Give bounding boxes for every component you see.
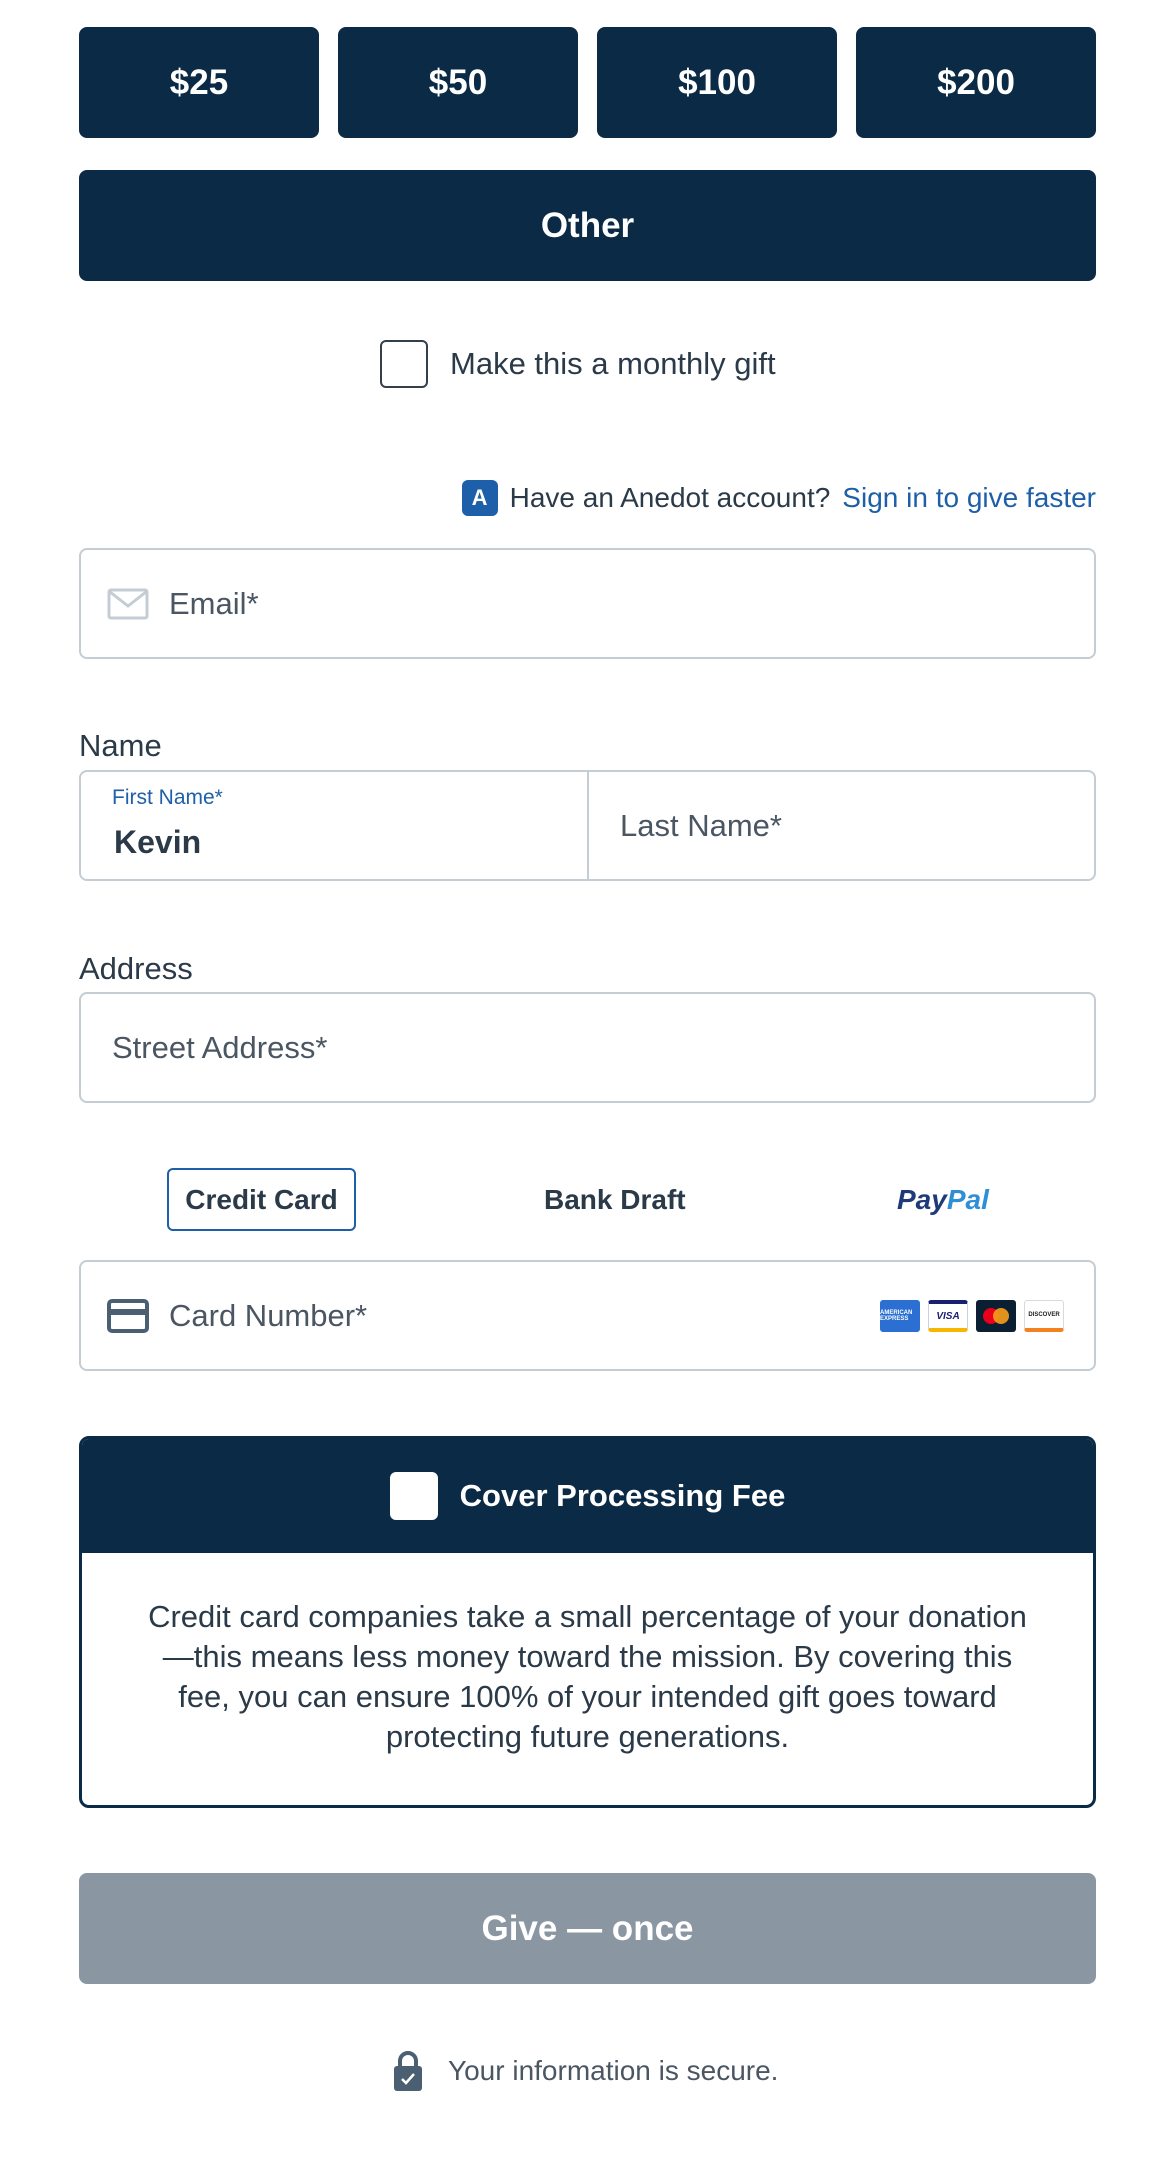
credit-card-icon — [107, 1299, 149, 1333]
signin-link[interactable]: Sign in to give faster — [842, 482, 1096, 513]
street-address-placeholder: Street Address* — [112, 1029, 328, 1065]
cover-fee-header — [82, 1439, 1093, 1553]
name-section-label: Name — [79, 728, 162, 763]
street-address-field[interactable] — [79, 992, 1096, 1103]
card-number-placeholder: Card Number* — [169, 1297, 368, 1333]
monthly-gift-label[interactable]: Make this a monthly gift — [450, 346, 776, 381]
paypal-logo-part1: Pay — [897, 1183, 947, 1215]
cover-fee-checkbox[interactable] — [390, 1472, 438, 1520]
amex-logo-icon: AMERICAN EXPRESS — [880, 1300, 920, 1332]
tab-bank-draft[interactable]: Bank Draft — [544, 1183, 686, 1215]
give-button[interactable]: Give — once — [79, 1873, 1096, 1984]
lock-icon — [392, 2049, 424, 2093]
cover-fee-panel — [79, 1436, 1096, 1808]
name-fields — [79, 770, 1096, 881]
paypal-logo-part2: Pal — [946, 1183, 989, 1215]
anedot-logo-icon: A — [462, 480, 498, 516]
payment-method-tabs — [79, 1168, 1096, 1232]
amount-options — [79, 27, 1096, 138]
last-name-placeholder: Last Name* — [620, 807, 782, 843]
visa-logo-icon: VISA — [928, 1300, 968, 1332]
tab-credit-card[interactable]: Credit Card — [167, 1168, 356, 1231]
first-name-label: First Name* — [112, 786, 223, 809]
secure-text: Your information is secure. — [448, 2055, 779, 2086]
monthly-gift-row — [380, 339, 776, 389]
tab-paypal[interactable] — [897, 1168, 989, 1231]
secure-notice — [392, 2048, 778, 2094]
card-number-field[interactable] — [79, 1260, 1096, 1371]
other-amount-button[interactable]: Other — [79, 170, 1096, 281]
signin-prompt-text: Have an Anedot account? — [509, 482, 831, 513]
mail-icon — [107, 588, 149, 620]
monthly-gift-checkbox[interactable] — [380, 340, 428, 388]
amount-button-25[interactable]: $25 — [79, 27, 319, 138]
email-placeholder: Email* — [169, 585, 259, 621]
amount-button-100[interactable]: $100 — [597, 27, 837, 138]
cover-fee-description: Credit card companies take a small percentage of your donation—this means less money toward the mission. By covering this fee, you can ensure 100% of your intended gift goes toward protecting future generations. — [148, 1599, 1027, 1754]
first-name-value: Kevin — [114, 824, 202, 860]
last-name-field[interactable] — [589, 772, 1094, 879]
first-name-field[interactable] — [81, 772, 589, 879]
mastercard-logo-icon — [976, 1300, 1016, 1332]
discover-logo-icon: DISCOVER — [1024, 1300, 1064, 1332]
address-section-label: Address — [79, 951, 193, 986]
cover-fee-title[interactable]: Cover Processing Fee — [459, 1478, 786, 1513]
accepted-cards — [880, 1300, 1064, 1332]
signin-prompt — [462, 478, 1096, 518]
amount-button-200[interactable]: $200 — [856, 27, 1096, 138]
email-field[interactable] — [79, 548, 1096, 659]
amount-button-50[interactable]: $50 — [338, 27, 578, 138]
